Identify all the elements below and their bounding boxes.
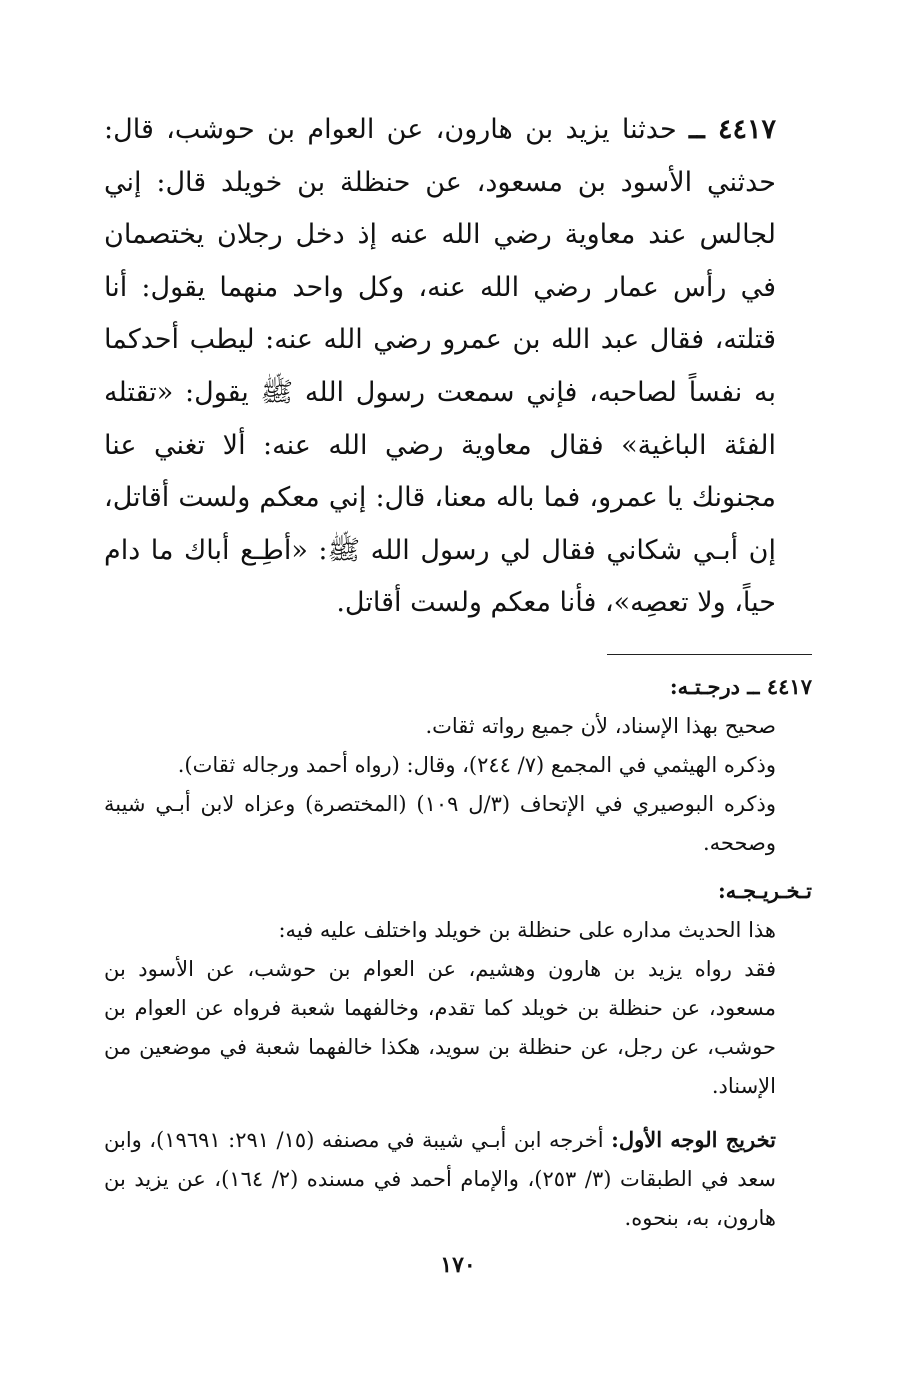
first-way-paragraph <box>104 1120 812 1238</box>
first-way-text: أخرجه ابن أبـي شيبة في مصنفه (١٥/ ٢٩١: ١٩٦٩١)، وابن سعد في الطبقات (٣/ ٢٥٣)، والإمام أحمد في مسنده (٢/ ١٦٤)، عن يزيد بن هارون، به، بنحوه. <box>104 1127 776 1230</box>
section-spacer <box>104 863 812 871</box>
hadith-number: ٤٤١٧ ــ <box>689 114 776 145</box>
grade-heading: ٤٤١٧ ــ درجـتـه: <box>669 673 812 699</box>
grade-line: وذكره البوصيري في الإتحاف (٣/ل ١٠٩) (المختصرة) وعزاه لابن أبـي شيبة وصححه. <box>104 791 776 855</box>
page-number: ١٧٠ <box>440 1252 476 1278</box>
takhrij-intro: هذا الحديث مداره على حنظلة بن خويلد واختلف عليه فيه: <box>278 917 776 942</box>
takhrij-heading: تـخـريـجـه: <box>717 877 812 903</box>
grade-line: صحيح بهذا الإسناد، لأن جميع رواته ثقات. <box>425 713 776 738</box>
grade-line: وذكره الهيثمي في المجمع (٧/ ٢٤٤)، وقال: (رواه أحمد ورجاله ثقات). <box>177 752 776 777</box>
takhrij-body: فقد رواه يزيد بن هارون وهشيم، عن العوام بن حوشب، عن الأسود بن مسعود، عن حنظلة بن خويلد كما تقدم، وخالفهما شعبة فرواه عن العوام بن حوشب، عن رجل، عن حنظلة بن سويد، هكذا خالفهما شعبة في موضعين من الإسناد. <box>104 956 776 1098</box>
footnote-divider <box>607 654 812 655</box>
first-way-label: تخريج الوجه الأول: <box>611 1126 777 1152</box>
hadith-text: حدثنا يزيد بن هارون، عن العوام بن حوشب، قال: حدثني الأسود بن مسعود، عن حنظلة بن خويلد قال: إني لجالس عند معاوية رضي الله عنه إذ دخل رجلان يختصمان في رأس عمار رضي الله عنه، وكل واحد منهما يقول: أنا قتلته، فقال عبد الله بن عمرو رضي الله عنه: ليطب أحدكما به نفساً لصاحبه، فإني سمعت رسول الله ﷺ يقول: «تقتله الفئة الباغية» فقال معاوية رضي الله عنه: ألا تغني عنا مجنونك يا عمرو، فما باله معنا، قال: إني معكم ولست أقاتل، إن أبـي شكاني فقال لي رسول الله ﷺ: «أطِـع أباك ما دام حياً، ولا تعصِه»، فأنا معكم ولست أقاتل. <box>104 114 776 619</box>
hadith-paragraph <box>104 104 812 630</box>
